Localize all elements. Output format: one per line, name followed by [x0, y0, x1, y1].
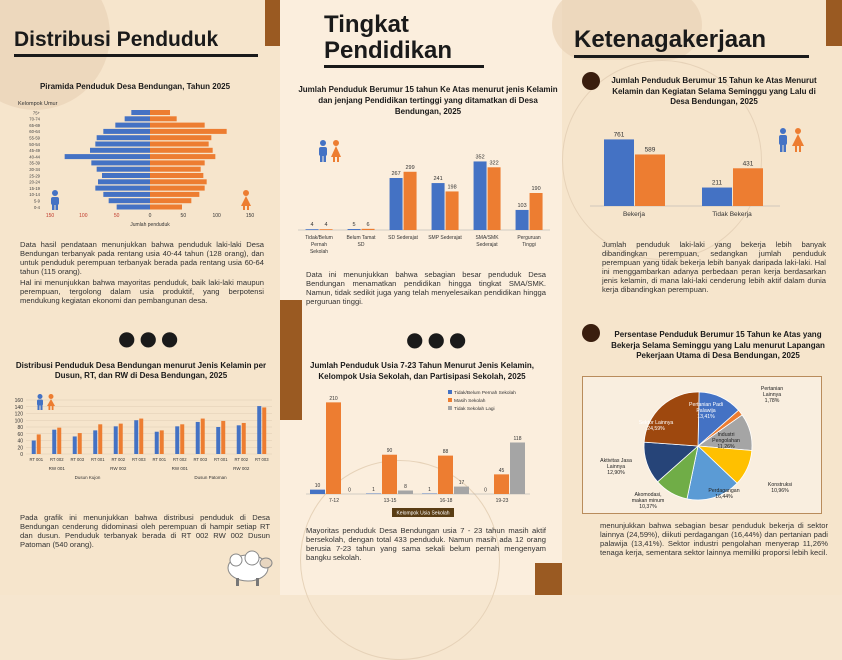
- legend-swatch: [448, 406, 452, 410]
- category-label: SMP Sederajat: [428, 235, 462, 241]
- data-label: 241: [433, 176, 442, 182]
- bullet-dot: [582, 324, 600, 342]
- pyramid-bar-female: [150, 198, 191, 203]
- rt-label: RT 002: [50, 457, 64, 462]
- category-label: Belum Tamat: [346, 235, 376, 241]
- bar-male: [604, 139, 634, 206]
- bar-female: [98, 424, 102, 454]
- separator-dots: ●●●: [406, 334, 470, 344]
- bar-male: [216, 427, 220, 454]
- bar-female: [262, 407, 266, 454]
- data-label: 5: [353, 222, 356, 228]
- male-icon: [36, 394, 44, 414]
- age-tick-label: 20-24: [29, 180, 40, 185]
- bar-female: [242, 423, 246, 454]
- section-title: Distribusi Penduduk: [14, 28, 218, 52]
- slice-category-label: Sektor Lainnya: [639, 420, 674, 426]
- pyramid-bar-female: [150, 135, 211, 140]
- paragraph-dusun: Pada grafik ini menunjukkan bahwa distribusi penduduk di Desa Bendungan cenderung didominasi oleh perempuan di hampir setiap RT dan dusun. Penduduk terbanyak berada di RT 002 RW 002 Dusun Patoman (540 orang).: [20, 513, 270, 549]
- pyramid-bar-male: [90, 148, 150, 153]
- legend-swatch: [448, 398, 452, 402]
- dusun-chart-title: Distribusi Penduduk Desa Bendungan menurut Jenis Kelamin per Dusun, RT, dan RW di Desa Bendungan, 2025: [10, 361, 272, 381]
- bar-female: [733, 168, 763, 206]
- pyramid-bar-female: [150, 154, 215, 159]
- pyramid-bar-male: [97, 167, 150, 172]
- x-tick-label: 150: [246, 213, 255, 219]
- bar-female: [139, 419, 143, 454]
- pyramid-bar-female: [150, 142, 209, 147]
- rw-label: RW 001: [49, 466, 66, 471]
- slice-category-label: makan minum: [632, 498, 665, 504]
- rw-label: RW 002: [233, 466, 250, 471]
- data-label: 0: [348, 488, 351, 494]
- y-tick-label: 20: [17, 445, 23, 451]
- category-label: Tinggi: [522, 242, 535, 248]
- rt-label: RT 003: [255, 457, 269, 462]
- column-distribusi: [0, 0, 280, 595]
- data-label: 299: [405, 165, 414, 171]
- category-label: 7-12: [329, 498, 339, 504]
- male-icon: [50, 190, 60, 214]
- edu-chart-title: Jumlah Penduduk Berumur 15 tahun Ke Atas menurut jenis Kelamin dan jenjang Pendidikan tertinggi yang ditamatkan di Desa Bendungan, 2025: [298, 84, 558, 117]
- bar-2: [398, 491, 413, 494]
- age-tick-label: 15-19: [29, 186, 40, 191]
- bar-male: [196, 422, 200, 454]
- data-label: 198: [447, 184, 456, 190]
- category-label: 13-15: [384, 498, 397, 504]
- slice-category-label: Pertanian: [761, 386, 783, 392]
- data-label: 10: [315, 483, 321, 489]
- bar-female: [160, 430, 164, 454]
- rt-label: RT 001: [214, 457, 228, 462]
- x-axis-label: Kelompok Usia Sekolah: [396, 511, 449, 517]
- male-icon: [318, 140, 328, 166]
- age-tick-label: 65-69: [29, 123, 40, 128]
- pyramid-bar-female: [150, 205, 182, 210]
- age-tick-label: 55-59: [29, 136, 40, 141]
- data-label: 267: [391, 171, 400, 177]
- bar-female: [362, 229, 375, 230]
- y-tick-label: 0: [20, 452, 23, 458]
- title-underline: [574, 55, 809, 58]
- rt-label: RT 002: [111, 457, 125, 462]
- bar-male: [155, 432, 159, 454]
- bar-0: [310, 490, 325, 494]
- bar-male: [474, 161, 487, 230]
- legend-label: Tidak/Belum Pernah Sekolah: [454, 390, 516, 396]
- rt-label: RT 003: [132, 457, 146, 462]
- sheep-illustration: [222, 546, 274, 592]
- age-axis-label: Kelompok Umur: [18, 101, 58, 107]
- pyramid-bar-female: [150, 167, 201, 172]
- bar-female: [530, 193, 543, 230]
- slice-value-label: 10,96%: [771, 488, 789, 494]
- rt-label: RT 001: [91, 457, 105, 462]
- age-tick-label: 70-74: [29, 117, 40, 122]
- legend-label: Masih Sekolah: [454, 398, 486, 404]
- bar-2: [510, 443, 525, 494]
- bar-female: [320, 229, 333, 230]
- pie-chart-title: Persentase Penduduk Berumur 15 Tahun ke Atas yang Bekerja Selama Seminggu yang Lalu menurut Lapangan Pekerjaan Utama di Desa Bendungan, 2025: [600, 330, 836, 362]
- bar-male: [93, 430, 97, 454]
- age-tick-label: 10-14: [29, 192, 40, 197]
- bar-male: [32, 441, 36, 455]
- rt-label: RT 002: [234, 457, 248, 462]
- data-label: 118: [514, 436, 522, 442]
- bar-female: [446, 191, 459, 230]
- column-ketenagakerjaan: [562, 0, 842, 595]
- y-tick-label: 60: [17, 432, 23, 438]
- separator-dots: ●●●: [118, 333, 182, 343]
- slice-value-label: 12,90%: [607, 470, 625, 476]
- school-chart-title: Jumlah Penduduk Usia 7-23 Tahun Menurut Jenis Kelamin, Kelompok Usia Sekolah, dan Partisipasi Sekolah, 2025: [294, 360, 550, 382]
- pyramid-bar-male: [95, 186, 150, 191]
- data-label: 1: [372, 487, 375, 493]
- category-label: 19-23: [496, 498, 509, 504]
- slice-value-label: 13,41%: [697, 414, 715, 420]
- bar-male: [237, 425, 241, 454]
- pyramid-bar-male: [115, 123, 150, 128]
- bar-male: [114, 426, 118, 454]
- bar-male: [702, 188, 732, 206]
- slice-value-label: 1,78%: [765, 398, 780, 404]
- data-label: 322: [489, 160, 498, 166]
- category-label: SD Sederajat: [388, 235, 418, 241]
- pyramid-bar-female: [150, 160, 205, 165]
- category-label: SMA/SMK: [475, 235, 499, 241]
- x-tick-label: 100: [212, 213, 221, 219]
- section-title-line1: Tingkat: [324, 12, 409, 38]
- category-label: Tidak/Belum: [305, 235, 333, 241]
- female-icon: [240, 190, 252, 214]
- rt-label: RT 001: [29, 457, 43, 462]
- pyramid-bar-male: [131, 110, 150, 115]
- data-label: 4: [311, 222, 314, 228]
- pyramid-bar-female: [150, 186, 205, 191]
- pyramid-bar-female: [150, 179, 207, 184]
- paragraph-1: Data hasil pendataan menunjukkan bahwa penduduk laki-laki Desa Bendungan terbanyak pada rentang usia 40-44 tahun (128 orang), dan untuk penduduk perempuan terbanyak berada pada rentang usia 60-64 tahun (115 orang).: [20, 240, 264, 276]
- rw-label: RW 001: [172, 466, 189, 471]
- age-tick-label: 5-9: [34, 199, 41, 204]
- title-underline: [14, 54, 258, 57]
- age-tick-label: 50-54: [29, 142, 40, 147]
- age-tick-label: 75+: [33, 110, 41, 115]
- pyramid-bar-female: [150, 129, 227, 134]
- slice-value-label: 11,26%: [717, 444, 735, 450]
- age-tick-label: 45-49: [29, 148, 40, 153]
- slice-category-label: Industri: [717, 432, 734, 438]
- data-label: 4: [325, 222, 328, 228]
- paragraph-work: Jumlah penduduk laki-laki yang bekerja lebih banyak dibandingkan perempuan, sedangkan jumlah penduduk perempuan yang tidak bekerja lebih banyak daripada laki-laki. Hal ini menggambarkan adanya perbedaan peran kerja berdasarkan jenis kelamin, di mana laki-laki cenderung lebih aktif dalam dunia kerja dibandingkan perempuan.: [602, 240, 826, 294]
- rw-label: RW 002: [110, 466, 127, 471]
- age-tick-label: 30-34: [29, 167, 40, 172]
- y-tick-label: 80: [17, 425, 23, 431]
- female-icon: [46, 394, 56, 414]
- rt-label: RT 001: [152, 457, 166, 462]
- bar-female: [180, 424, 184, 454]
- data-label: 45: [499, 468, 505, 474]
- category-label: Tidak Bekerja: [712, 211, 752, 218]
- age-tick-label: 35-39: [29, 161, 40, 166]
- slice-category-label: Lainnya: [763, 392, 781, 398]
- age-tick-label: 25-29: [29, 173, 40, 178]
- pyramid-bar-female: [150, 148, 213, 153]
- pyramid-bar-female: [150, 116, 177, 121]
- age-tick-label: 40-44: [29, 154, 40, 159]
- pyramid-bar-male: [98, 179, 150, 184]
- employment-sector-pie-chart: [584, 378, 820, 512]
- x-tick-label: 100: [79, 213, 88, 219]
- bar-female: [404, 172, 417, 230]
- bar-male: [306, 229, 319, 230]
- pie-slice: [644, 392, 699, 446]
- y-tick-label: 120: [15, 412, 24, 418]
- category-label: Bekerja: [623, 211, 645, 218]
- data-label: 431: [743, 160, 754, 167]
- category-label: Sederajat: [476, 242, 498, 248]
- male-icon: [778, 128, 788, 156]
- paragraph-pyramid: [20, 240, 264, 307]
- data-label: 88: [443, 449, 449, 455]
- data-label: 1: [428, 487, 431, 493]
- data-label: 90: [387, 448, 393, 454]
- pyramid-bar-male: [97, 135, 150, 140]
- pyramid-bar-male: [102, 173, 150, 178]
- pyramid-bar-male: [103, 129, 150, 134]
- dusun-label: Dusun Kujon: [75, 475, 101, 480]
- bar-1: [494, 474, 509, 494]
- bar-1: [438, 456, 453, 494]
- pyramid-title: Piramida Penduduk Desa Bendungan, Tahun 2025: [10, 82, 260, 91]
- title-underline: [324, 65, 484, 68]
- data-label: 211: [712, 180, 723, 187]
- paragraph-2: Hal ini menunjukkan bahwa mayoritas penduduk, baik laki-laki maupun perempuan, tergolong dalam usia produktif, yang berpotensi mendukung kegiatan ekonomi dan pembangunan desa.: [20, 278, 264, 305]
- section-title: Ketenagakerjaan: [574, 26, 766, 54]
- data-label: 17: [459, 480, 465, 486]
- slice-category-label: Pengolahan: [712, 438, 740, 444]
- legend-label: Tidak Sekolah Lagi: [454, 406, 495, 412]
- column-pendidikan: [280, 0, 562, 595]
- data-label: 0: [484, 488, 487, 494]
- paragraph-school: Mayoritas penduduk Desa Bendungan usia 7 - 23 tahun masih aktif bersekolah, dengan total 433 penduduk. Namun masih ada 12 orang berusia 7-23 tahun yang sama sekali belum pernah mengenyam bangku sekolah.: [306, 526, 546, 562]
- bar-1: [382, 455, 397, 494]
- bullet-dot: [582, 72, 600, 90]
- rt-label: RT 003: [193, 457, 207, 462]
- bar-male: [175, 426, 179, 454]
- decor-bar: [826, 0, 842, 46]
- data-label: 761: [614, 131, 625, 138]
- bar-female: [57, 428, 61, 454]
- pyramid-bar-female: [150, 173, 203, 178]
- category-label: Perguruan: [517, 235, 541, 241]
- bar-male: [134, 420, 138, 454]
- slice-category-label: Lainnya: [607, 464, 625, 470]
- school-participation-chart: [302, 388, 552, 522]
- dusun-bar-chart: [4, 392, 276, 504]
- pyramid-bar-male: [65, 154, 150, 159]
- pyramid-bar-male: [117, 205, 150, 210]
- paragraph-education: Data ini menunjukkan bahwa sebagian besar penduduk Desa Bendungan menamatkan pendidikan hingga tingkat SMA/SMK. Namun, tidak sedikit juga yang telah menyelesaikan pendidikan hingga perguruan tinggi.: [306, 270, 546, 306]
- category-label: 16-18: [440, 498, 453, 504]
- pyramid-bar-male: [91, 160, 150, 165]
- bar-male: [52, 430, 56, 454]
- age-tick-label: 0-4: [34, 205, 41, 210]
- slice-category-label: Aktivitas Jasa: [600, 458, 632, 464]
- data-label: 190: [531, 186, 540, 192]
- pyramid-bar-male: [125, 116, 150, 121]
- work-chart-title: Jumlah Penduduk Berumur 15 Tahun ke Atas Menurut Kelamin dan Kegiatan Selama Seminggu yang Lalu di Desa Bendungan, 2025: [604, 76, 824, 108]
- category-label: SD: [358, 242, 365, 248]
- bar-male: [516, 210, 529, 230]
- data-label: 352: [475, 154, 484, 160]
- rt-label: RT 003: [70, 457, 84, 462]
- y-tick-label: 40: [17, 439, 23, 445]
- bar-female: [37, 434, 41, 454]
- female-icon: [791, 128, 805, 156]
- bar-female: [635, 154, 665, 206]
- bar-male: [432, 183, 445, 230]
- data-label: 8: [404, 484, 407, 490]
- bar-female: [201, 419, 205, 454]
- slice-value-label: 24,59%: [647, 426, 665, 432]
- population-pyramid-chart: [8, 98, 270, 233]
- y-tick-label: 160: [15, 398, 24, 404]
- data-label: 103: [517, 203, 526, 209]
- bar-female: [221, 421, 225, 454]
- section-title-line2: Pendidikan: [324, 38, 452, 64]
- x-tick-label: 50: [181, 213, 187, 219]
- pyramid-bar-male: [95, 142, 150, 147]
- pyramid-bar-male: [109, 198, 150, 203]
- bar-female: [78, 433, 82, 454]
- pyramid-bar-female: [150, 110, 170, 115]
- paragraph-sector: menunjukkan bahwa sebagian besar penduduk bekerja di sektor lainnya (24,59%), diikuti perdagangan (16,44%) dan pertanian padi palawija (13,41%). Sektor industri pengolahan menyerap 11,26% tenaga kerja, sementara sektor lainnya memiliki proporsi lebih kecil.: [600, 521, 828, 557]
- bar-male: [257, 406, 261, 454]
- bar-male: [348, 229, 361, 230]
- x-tick-label: 150: [46, 213, 55, 219]
- data-label: 6: [367, 222, 370, 228]
- slice-category-label: Palawija: [696, 408, 715, 414]
- y-tick-label: 100: [15, 418, 24, 424]
- bar-female: [488, 167, 501, 230]
- slice-category-label: Konstruksi: [768, 482, 792, 488]
- age-tick-label: 60-64: [29, 129, 40, 134]
- bar-2: [454, 487, 469, 494]
- slice-category-label: Akomodasi,: [634, 492, 661, 498]
- bar-male: [73, 436, 77, 454]
- dusun-label: Dusun Patoman: [194, 475, 227, 480]
- slice-value-label: 16,44%: [715, 494, 733, 500]
- legend-swatch: [448, 390, 452, 394]
- category-label: Pernah: [311, 242, 327, 248]
- bar-female: [119, 424, 123, 454]
- x-tick-label: 50: [114, 213, 120, 219]
- bar-1: [326, 402, 341, 494]
- slice-category-label: Pertanian Padi: [689, 402, 723, 408]
- x-axis-label: Jumlah penduduk: [130, 222, 170, 228]
- data-label: 589: [645, 146, 656, 153]
- female-icon: [330, 140, 342, 166]
- data-label: 210: [329, 396, 338, 402]
- slice-value-label: 10,37%: [639, 504, 657, 510]
- x-tick-label: 0: [149, 213, 152, 219]
- rt-label: RT 002: [173, 457, 187, 462]
- slice-category-label: Perdagangan: [708, 488, 739, 494]
- pyramid-bar-male: [103, 192, 150, 197]
- category-label: Sekolah: [310, 249, 328, 255]
- y-tick-label: 140: [15, 405, 24, 411]
- pyramid-bar-female: [150, 123, 205, 128]
- decor-bar: [535, 563, 562, 595]
- bar-male: [390, 178, 403, 230]
- pyramid-bar-female: [150, 192, 199, 197]
